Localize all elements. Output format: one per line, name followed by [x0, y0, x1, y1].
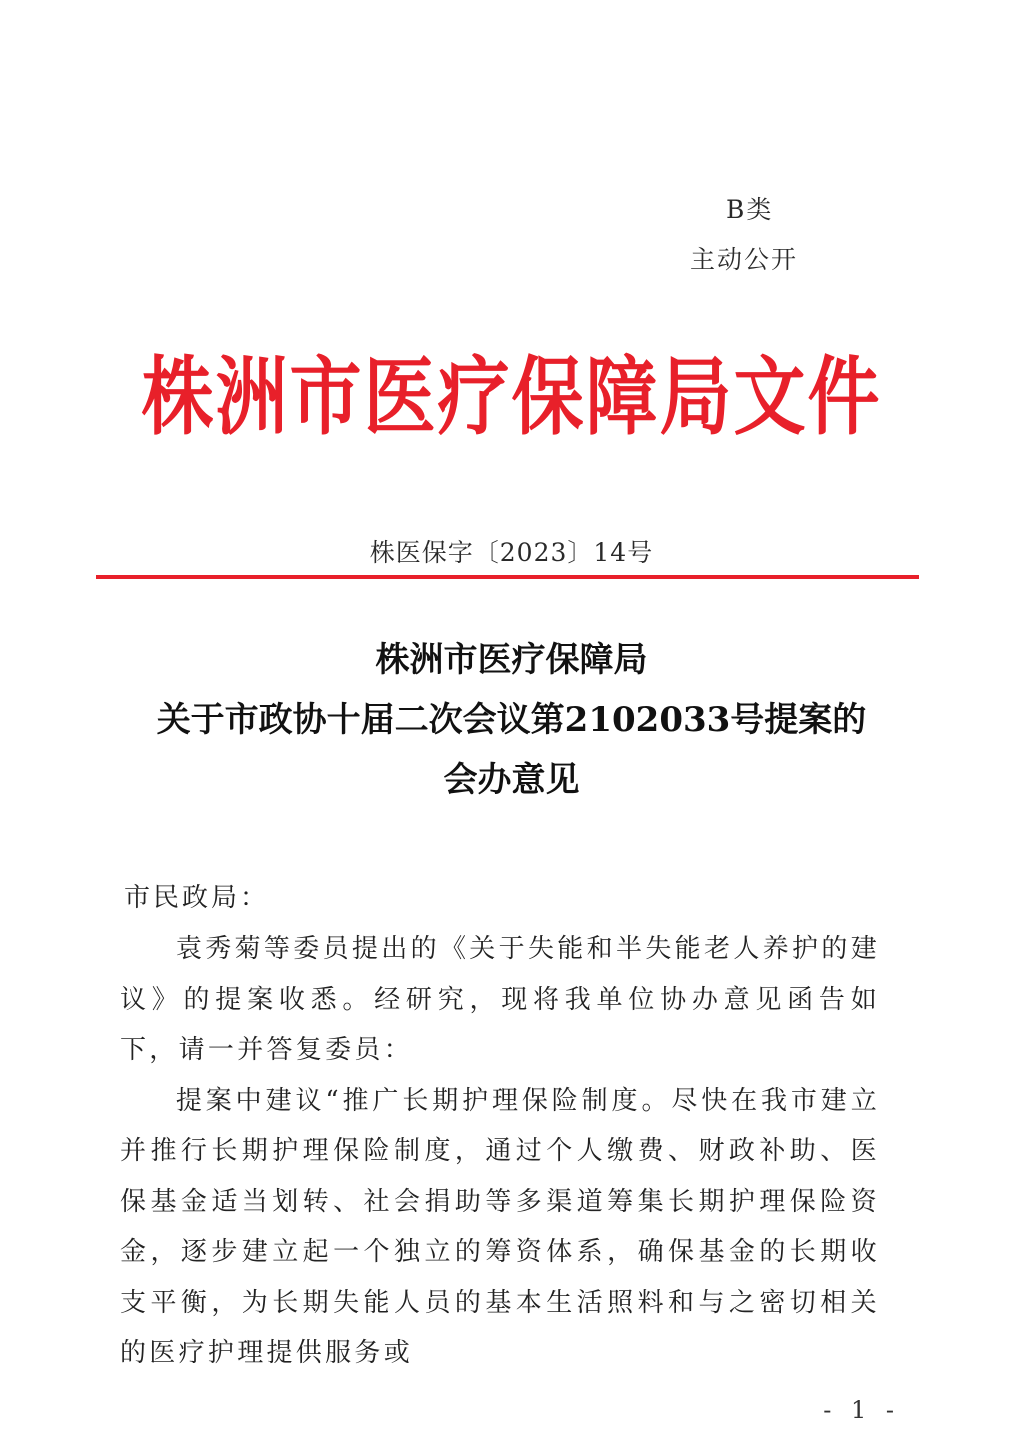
page-number: - 1 -: [823, 1396, 900, 1424]
category-label: B类: [726, 195, 774, 224]
title-line-1: 株洲市医疗保障局: [375, 640, 648, 680]
red-divider-line: [96, 575, 919, 579]
masthead-title: 株洲市医疗保障局文件: [141, 347, 882, 447]
body-paragraph-1: 袁秀菊等委员提出的《关于失能和半失能老人养护的建议》的提案收悉。经研究，现将我单位协办意见函告如下，请一并答复委员：: [120, 934, 880, 1065]
body-paragraph-2: 提案中建议“推广长期护理保险制度。尽快在我市建立并推行长期护理保险制度，通过个人缴费、财政补助、医保基金适当划转、社会捐助等多渠道筹集长期护理保险资金，逐步建立起一个独立的筹资体系，确保基金的长期收支平衡，为长期失能人员的基本生活照料和与之密切相关的医疗护理提供服务或: [120, 1085, 880, 1368]
title-line-3: 会办意见: [443, 760, 580, 800]
document-body: [120, 924, 880, 1379]
document-number: 株医保字〔2023〕14号: [369, 538, 654, 567]
title-line-2: 关于市政协十届二次会议第2102033号提案的: [156, 700, 867, 740]
disclosure-label: 主动公开: [690, 245, 799, 274]
salutation: 市民政局：: [124, 883, 270, 913]
document-classification: [690, 192, 830, 278]
document-title: [80, 630, 943, 810]
